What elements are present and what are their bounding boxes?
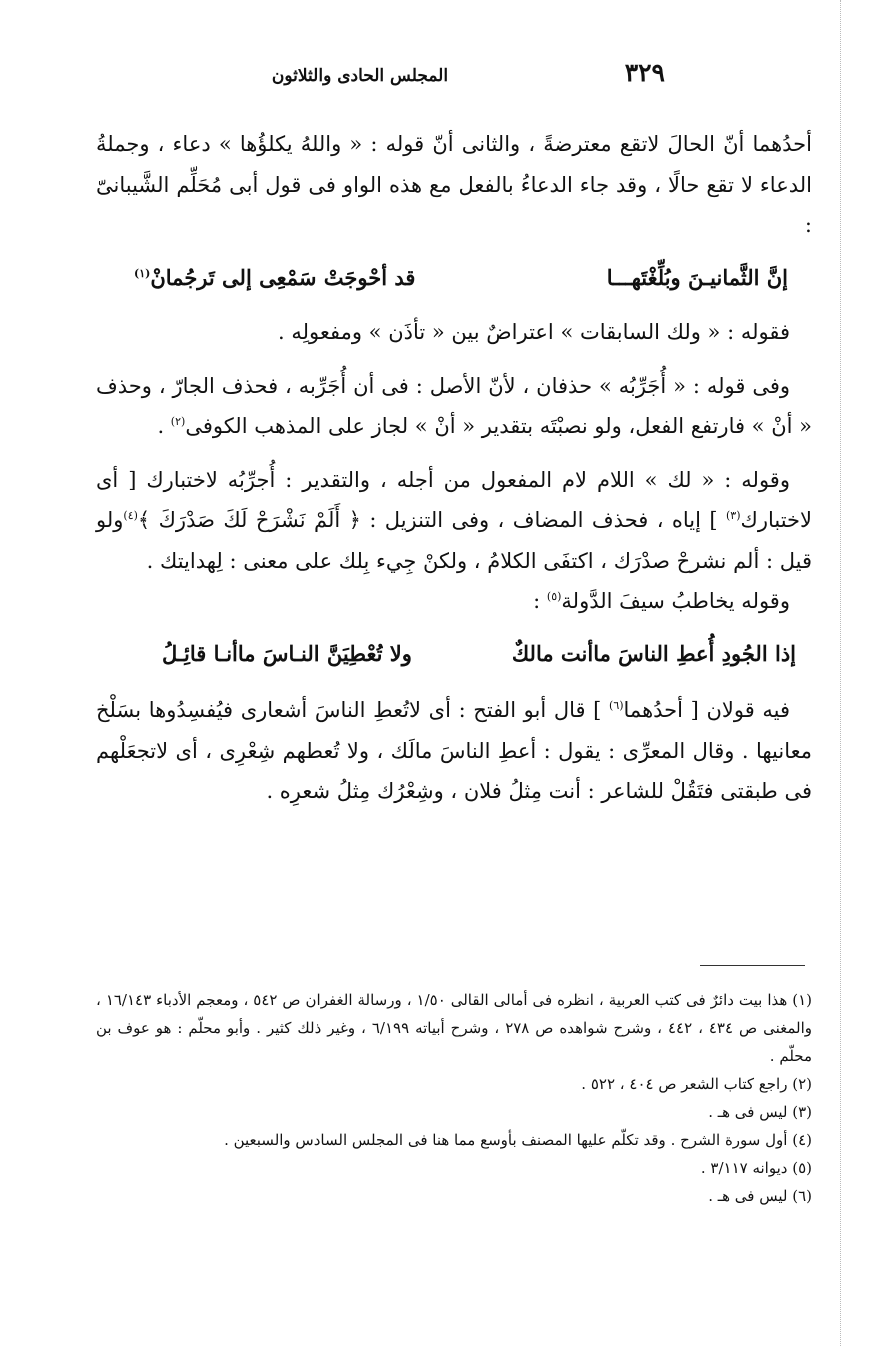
footnote-ref-4[interactable]: (٤)	[123, 509, 138, 522]
paragraph-3-end: .	[157, 414, 171, 438]
footnote-1: (١) هذا بيت دائرٌ فى كتب العربية ، انظره فى أمالى القالى ١/٥٠ ، ورسالة الغفران ص ٥٤٢ ، ومعجم الأدباء ١٦/١٤٣ ، والمغنى ص ٤٣٤ ، ٤٤٢ ، وشرح شواهده ص ٢٧٨ ، وشرح أبياته ٦/١٩٩ ، وغير ذلك كثير . وأبو محلّم : هو عوف بن محلّم .	[96, 991, 813, 1065]
paragraph-6-text-b: ] قال أبو الفتح : أى لاتُعطِ الناسَ أشعارى فيُفسِدُوها بسَلْخ معانيها . وقال المعرِّى : يقول : أعطِ الناسَ مالَك ، ولا تُعطهم شِعْرِى ، أى لاتجعَلْهم فى طبقتى فتَقُلْ للشاعر : أنت مِثلُ فلان ، وشِعْرُك مِثلُ شعرِه .	[96, 698, 812, 803]
verse-2-first-hemistich: إذا الجُودِ أُعطِ الناسَ ماأنت مالكٌ	[511, 640, 796, 666]
footnote-divider	[700, 965, 805, 966]
paragraph-4-text-c: ولو قيل : ألم نشرحْ صدْرَك ، اكتفَى الكلامُ ، ولكنْ جِيء بِلك على معنى : لِهدايتك .	[96, 508, 812, 573]
verse-2	[96, 634, 812, 675]
footnote-4: (٤) أول سورة الشرح . وقد تكلّم عليها المصنف بأوسع مما هنا فى المجلس السادس والسبعين .	[224, 1131, 812, 1149]
paragraph-4-text-b: ] إياه ، فحذف المضاف ، وفى التنزيل : ﴿ أَلَمْ نَشْرَحْ لَكَ صَدْرَكَ ﴾	[137, 508, 726, 532]
paragraph-1: أحدُهما أنّ الحالَ لاتقع معترضةً ، والثانى أنّ قوله : « واللهُ يكلؤُها » دعاء ، وجملةُ الدعاء لا تقع حالًا ، وقد جاء الدعاءُ بالفعل مع هذه الواو فى قول أبى مُحَلِّم الشَّيبانىّ :	[96, 132, 812, 237]
page-header	[145, 58, 665, 94]
footnote-ref-3[interactable]: (٣)	[726, 509, 741, 522]
footnote-ref-1[interactable]: (١)	[134, 266, 151, 280]
page-edge-line	[840, 0, 841, 1346]
footnote-3: (٣) ليس فى هـ .	[708, 1103, 812, 1121]
footnote-6: (٦) ليس فى هـ .	[708, 1187, 812, 1205]
footnote-ref-6[interactable]: (٦)	[609, 699, 624, 712]
verse-1-second-hemistich	[134, 258, 415, 299]
main-text	[96, 124, 812, 812]
footnote-2: (٢) راجع كتاب الشعر ص ٤٠٤ ، ٥٢٢ .	[581, 1075, 812, 1093]
footnote-ref-2[interactable]: (٢)	[170, 415, 186, 428]
footnote-ref-5[interactable]: (٥)	[546, 590, 562, 603]
paragraph-6	[96, 690, 812, 812]
footnotes	[96, 986, 812, 1210]
verse-1	[96, 258, 812, 299]
paragraph-3	[96, 366, 812, 447]
paragraph-6-text-a: فيه قولان [ أحدُهما	[623, 698, 791, 722]
verse-1-first-hemistich: إنَّ الثَّمانيـنَ وبُلِّغْتَهـــا	[606, 264, 788, 290]
running-title: المجلس الحادى والثلاثون	[271, 66, 449, 86]
paragraph-3-text: وفى قوله : « أُجَرِّبُه » حذفان ، لأنّ الأصل : فى أن أُجَرِّبه ، فحذف الجارّ ، وحذف « أنْ » فارتفع الفعل، ولو نصبْتَه بتقدير « أنْ » لجاز على المذهب الكوفى	[96, 373, 812, 438]
paragraph-5	[96, 581, 812, 622]
page-number: ٣٢٩	[624, 58, 665, 87]
paragraph-2: فقوله : « ولك السابقات » اعتراضٌ بين « تأذَن » ومفعولِه .	[278, 320, 790, 344]
verse-2-second-hemistich: ولا تُعْطِيَنَّ النـاسَ ماأنـا قائِـلُ	[162, 640, 412, 666]
paragraph-5-text: وقوله يخاطبُ سيفَ الدَّولة	[561, 589, 790, 613]
paragraph-4-text-a: وقوله : « لك » اللام لام المفعول من أجله ، والتقدير : أُجرِّبُه لاختبارك [ أى لاختبارك	[96, 467, 812, 532]
paragraph-5-end: :	[533, 589, 547, 613]
footnote-5: (٥) ديوانه ٣/١١٧ .	[700, 1159, 812, 1177]
paragraph-4	[96, 460, 812, 582]
verse-1-second-text: قد أحْوجَتْ سَمْعِى إلى تَرجُمانْ	[150, 264, 416, 290]
